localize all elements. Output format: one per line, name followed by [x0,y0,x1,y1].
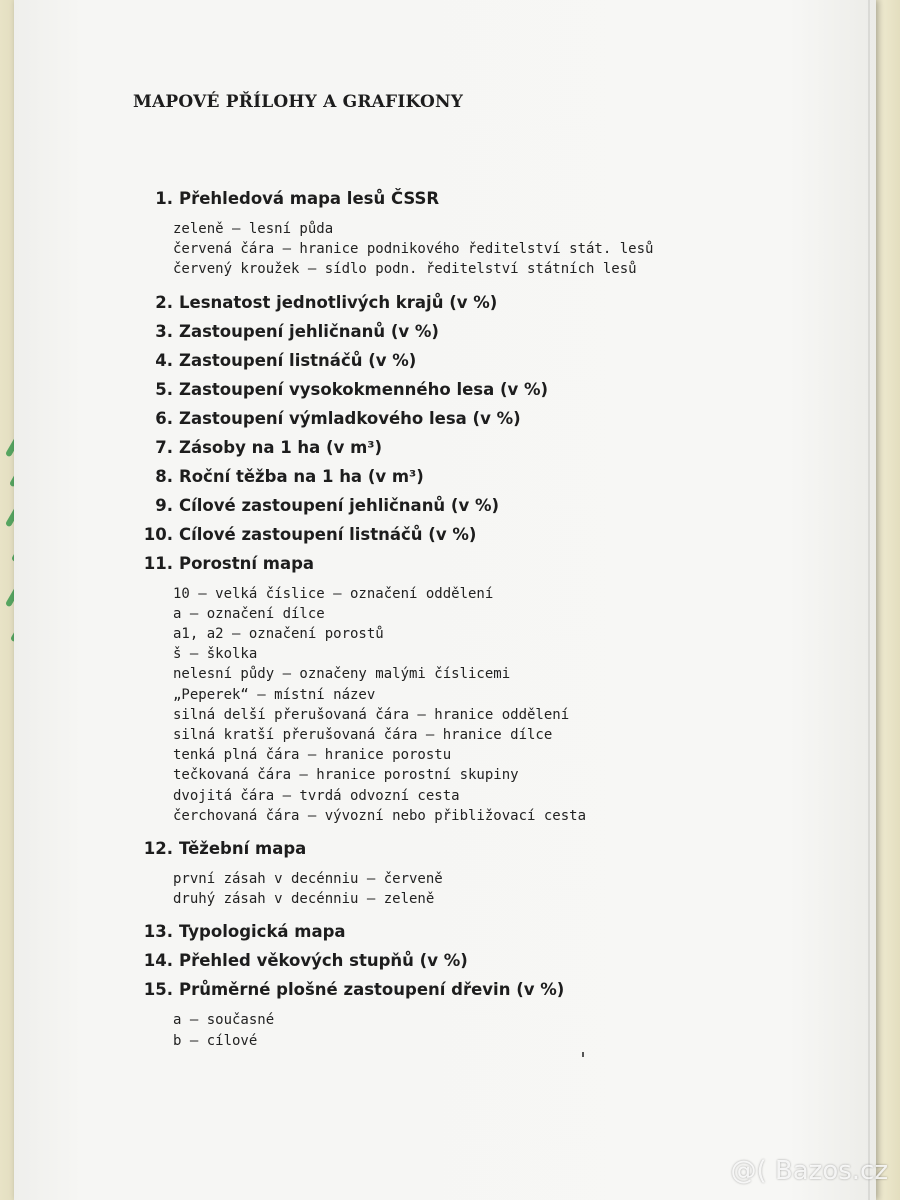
subtext-line: silná kratší přerušovaná čára — hranice dílce [173,727,553,744]
list-item [139,317,859,346]
page-title: MAPOVÉ PŘÍLOHY A GRAFIKONY [133,92,464,112]
subtext-line: čerchovaná čára — vývozní nebo přibližovací cesta [173,807,587,824]
item-title: Cílové zastoupení jehličnanů (v %) [179,495,500,515]
item-number: 2. [155,292,173,312]
item-number: 11. [143,553,173,573]
item-number: 8. [155,466,173,486]
item-subtext [173,869,859,909]
list-item [139,184,859,213]
list-item [139,549,859,578]
list-item [139,346,859,375]
subtext-line: červený kroužek — sídlo podn. ředitelství státních lesů [173,261,637,278]
list-item [139,491,859,520]
subtext-line: a — označení dílce [173,605,325,622]
item-title: Lesnatost jednotlivých krajů (v %) [179,292,498,312]
item-number: 3. [155,321,173,341]
item-title: Přehled věkových stupňů (v %) [179,951,468,971]
item-number: 9. [155,495,173,515]
page-content [14,0,876,1200]
list-item [139,288,859,317]
subtext-line: tečkovaná čára — hranice porostní skupiny [173,767,519,784]
subtext-line: první zásah v decénniu — červeně [173,871,443,888]
item-number: 5. [155,379,173,399]
subtext-line: červená čára — hranice podnikového ředitelství stát. lesů [173,241,654,258]
list-item [139,520,859,549]
item-title: Přehledová mapa lesů ČSSR [179,189,440,208]
item-number: 4. [155,350,173,370]
item-number: 6. [155,408,173,428]
list-item [139,917,859,946]
site-watermark: @( Bazos.cz [730,1156,888,1186]
item-title: Zastoupení jehličnanů (v %) [179,321,439,341]
item-number: 13. [143,922,173,942]
ink-speck [582,1052,584,1057]
item-subtext [173,219,859,280]
item-subtext [173,1010,859,1050]
list-item [139,946,859,975]
item-title: Průměrné plošné zastoupení dřevin (v %) [179,980,565,1000]
list-item [139,404,859,433]
subtext-line: tenká plná čára — hranice porostu [173,747,452,764]
subtext-line: a — současné [173,1012,275,1029]
item-title: Zastoupení vysokokmenného lesa (v %) [179,379,549,399]
list-item [139,834,859,863]
list-section-1 [139,184,859,1059]
item-title: Typologická mapa [179,922,346,942]
subtext-line: dvojitá čára — tvrdá odvozní cesta [173,787,460,804]
item-title: Roční těžba na 1 ha (v m³) [179,466,424,486]
subtext-line: š — školka [173,646,258,663]
item-number: 7. [155,437,173,457]
item-title: Cílové zastoupení listnáčů (v %) [179,524,477,544]
item-number: 12. [143,839,173,859]
subtext-line: 10 — velká číslice — označení oddělení [173,585,494,602]
subtext-line: druhý zásah v decénniu — zeleně [173,891,435,908]
list-item [139,433,859,462]
list-item [139,462,859,491]
item-title: Porostní mapa [179,553,315,573]
subtext-line: „Peperek“ — místní název [173,686,376,703]
item-title: Zastoupení listnáčů (v %) [179,350,417,370]
subtext-line: nelesní půdy — označeny malými číslicemi [173,666,511,683]
document-page [14,0,876,1200]
subtext-line: silná delší přerušovaná čára — hranice oddělení [173,706,570,723]
list-item [139,975,859,1004]
item-number: 15. [143,980,173,1000]
item-title: Zásoby na 1 ha (v m³) [179,437,383,457]
subtext-line: a1, a2 — označení porostů [173,626,384,643]
item-number: 10. [143,524,173,544]
item-title: Těžební mapa [179,839,307,859]
item-subtext [173,584,859,826]
item-number: 1. [155,189,173,208]
item-number: 14. [143,951,173,971]
subtext-line: b — cílové [173,1032,258,1049]
subtext-line: zeleně — lesní půda [173,221,334,237]
list-item [139,375,859,404]
item-title: Zastoupení výmladkového lesa (v %) [179,408,521,428]
